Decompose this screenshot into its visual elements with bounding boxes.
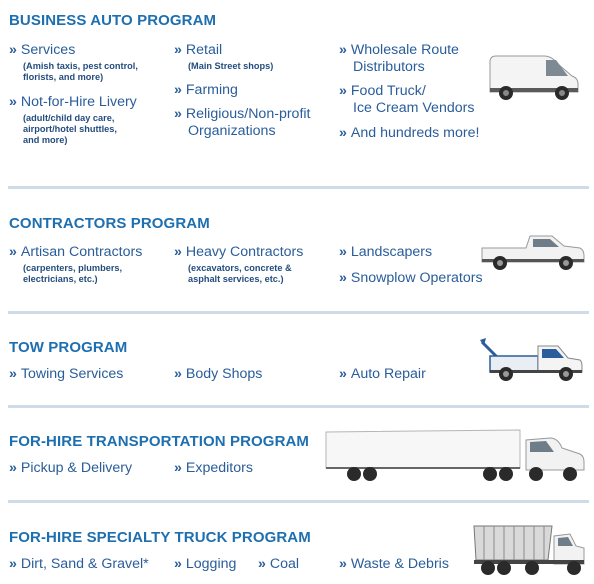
semi-trailer-truck-image [324, 428, 586, 484]
section-divider [8, 186, 589, 189]
list-item: » Landscapers [339, 244, 433, 260]
dump-truck-image [470, 520, 588, 578]
section-divider [8, 311, 589, 314]
white-van-image [486, 52, 582, 102]
list-item: » Snowplow Operators [339, 270, 483, 286]
list-item: » Coal [258, 556, 300, 572]
section-divider [8, 405, 589, 408]
list-item: » Not-for-Hire Livery (adult/child day care, airport/hotel shuttles, and more) [9, 94, 137, 145]
list-item: » Wholesale Route Distributors [339, 42, 459, 75]
list-item: » Body Shops [174, 366, 263, 382]
section-business-auto [0, 0, 594, 190]
tow-truck-image [476, 336, 586, 382]
list-item: » Auto Repair [339, 366, 426, 382]
section-title: TOW PROGRAM [9, 339, 128, 356]
section-title: CONTRACTORS PROGRAM [9, 215, 210, 232]
section-title: BUSINESS AUTO PROGRAM [9, 12, 217, 29]
list-item: » Expeditors [174, 460, 253, 476]
list-item: » Religious/Non-profit Organizations [174, 106, 311, 139]
list-item: » And hundreds more! [339, 125, 480, 141]
list-item: » Artisan Contractors (carpenters, plumbers, electricians, etc.) [9, 244, 143, 284]
list-item: » Heavy Contractors (excavators, concrete & asphalt services, etc.) [174, 244, 304, 284]
list-item: » Pickup & Delivery [9, 460, 133, 476]
list-item: » Retail (Main Street shops) [174, 42, 274, 71]
section-title: FOR-HIRE TRANSPORTATION PROGRAM [9, 433, 310, 450]
list-item: » Food Truck/ Ice Cream Vendors [339, 83, 475, 116]
list-item: » Dirt, Sand & Gravel* [9, 556, 149, 572]
list-item: » Towing Services [9, 366, 124, 382]
list-item: » Services (Amish taxis, pest control, florists, and more) [9, 42, 138, 82]
list-item: » Waste & Debris [339, 556, 449, 572]
section-divider [8, 500, 589, 503]
pickup-truck-image [478, 230, 588, 272]
list-item: » Farming [174, 82, 238, 98]
list-item: » Logging [174, 556, 237, 572]
section-title: FOR-HIRE SPECIALTY TRUCK PROGRAM [9, 529, 311, 546]
